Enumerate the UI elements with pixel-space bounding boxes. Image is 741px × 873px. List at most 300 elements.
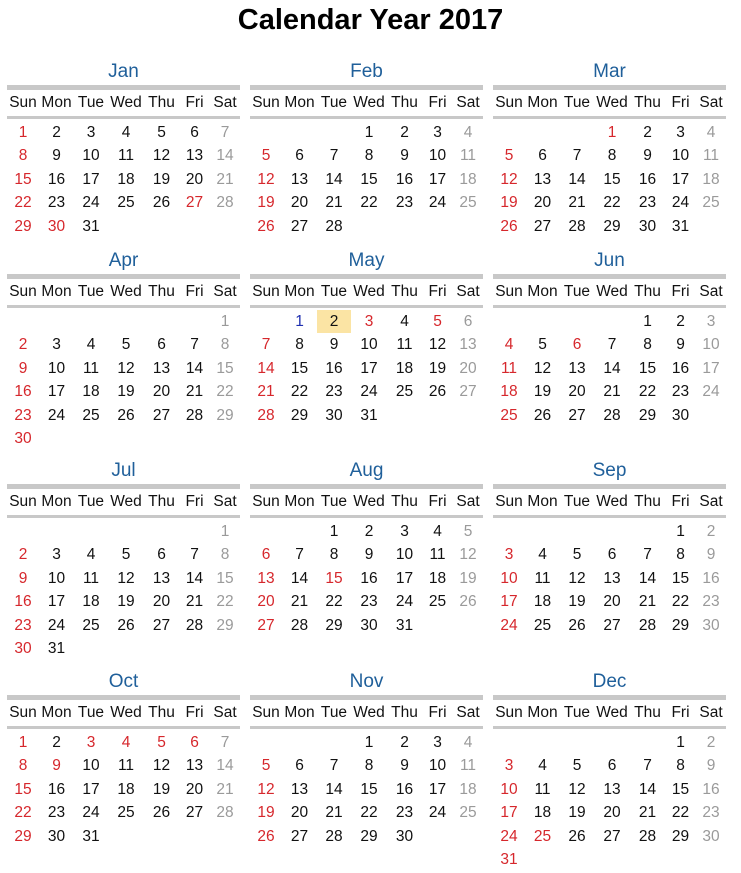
- weekday-label: Mon: [41, 493, 72, 510]
- month-sep: [493, 459, 726, 637]
- day-cell: 30: [47, 217, 66, 235]
- day-cell: 17: [395, 569, 414, 587]
- day-cell: 30: [638, 217, 657, 235]
- day-cell: 12: [152, 147, 171, 165]
- day-cell: 17: [82, 780, 100, 798]
- month-name: Oct: [108, 671, 139, 692]
- day-cell: 7: [190, 546, 199, 564]
- day-cell: 4: [400, 313, 409, 330]
- day-cell: 2: [18, 546, 28, 564]
- month-aug: [250, 459, 483, 637]
- day-cell: 10: [47, 569, 66, 587]
- day-cell: 23: [47, 194, 66, 212]
- empty-cell: [317, 121, 351, 144]
- days-grid: [493, 520, 726, 637]
- day-cell: 29: [290, 406, 309, 424]
- day-cell: 29: [216, 406, 234, 424]
- day-cell: 8: [18, 147, 28, 165]
- empty-cell: [108, 520, 144, 543]
- day-cell: 20: [533, 194, 552, 212]
- day-cell: 13: [459, 336, 477, 354]
- weekday-label: Wed: [596, 283, 628, 300]
- day-cell: 10: [671, 147, 690, 165]
- weekday-header: [7, 700, 240, 726]
- day-cell: 11: [117, 757, 135, 775]
- weekday-label: Tue: [563, 94, 591, 111]
- day-cell: 1: [18, 124, 28, 141]
- day-cell: 18: [117, 780, 135, 798]
- day-cell: 17: [702, 359, 720, 377]
- day-cell: 24: [428, 194, 447, 212]
- weekday-label: Mon: [284, 94, 315, 111]
- empty-cell: [282, 731, 317, 754]
- weekday-label: Thu: [634, 704, 661, 721]
- weekday-label: Fri: [428, 94, 447, 111]
- day-cell: 14: [216, 147, 234, 165]
- day-cell: 5: [157, 124, 166, 141]
- weekday-label: Tue: [563, 704, 591, 721]
- day-cell: 12: [152, 757, 171, 775]
- day-cell: 16: [702, 780, 720, 798]
- days-grid: [7, 520, 240, 660]
- day-cell: 25: [82, 406, 100, 424]
- day-cell: 2: [364, 523, 374, 540]
- month-name: Dec: [592, 671, 627, 692]
- day-cell: 19: [428, 359, 447, 377]
- month-name: Apr: [108, 250, 139, 271]
- day-cell: 18: [702, 170, 720, 188]
- empty-cell: [493, 310, 525, 333]
- weekday-label: Sun: [9, 283, 37, 300]
- day-cell: 11: [429, 546, 446, 564]
- day-cell: 23: [47, 804, 66, 822]
- day-cell: 10: [82, 147, 100, 165]
- day-cell: 20: [568, 383, 586, 401]
- empty-cell: [250, 731, 282, 754]
- day-cell: 3: [504, 757, 514, 775]
- day-cell: 25: [117, 804, 135, 822]
- day-cell: 21: [603, 383, 621, 401]
- day-cell: 10: [395, 546, 414, 564]
- day-cell: 5: [504, 147, 514, 165]
- day-cell: 6: [190, 124, 199, 141]
- day-cell: 26: [568, 616, 586, 634]
- empty-cell: [282, 121, 317, 144]
- day-cell: 12: [568, 569, 586, 587]
- day-cell: 20: [185, 170, 204, 188]
- day-cell: 5: [463, 523, 473, 540]
- day-cell: 24: [82, 804, 100, 822]
- day-cell: 15: [325, 569, 343, 587]
- weekday-label: Sun: [252, 493, 280, 510]
- day-cell: 3: [52, 336, 61, 354]
- day-cell: 28: [603, 406, 621, 424]
- day-cell: 6: [261, 546, 271, 564]
- day-cell: 15: [290, 359, 309, 377]
- day-cell: 30: [14, 429, 32, 447]
- day-cell: 23: [395, 194, 414, 212]
- day-cell: 17: [500, 804, 518, 822]
- day-cell: 7: [329, 757, 339, 775]
- weekday-label: Sat: [699, 493, 723, 510]
- day-cell: 7: [220, 124, 230, 141]
- day-cell: 31: [47, 639, 66, 657]
- day-cell: 30: [702, 616, 720, 634]
- day-cell: 21: [290, 593, 309, 611]
- day-cell: 2: [400, 734, 409, 751]
- day-cell: 21: [325, 804, 343, 822]
- weekday-label: Fri: [428, 283, 447, 300]
- days-grid: [250, 121, 483, 238]
- day-cell: 14: [216, 757, 234, 775]
- day-cell: 27: [533, 217, 552, 235]
- day-cell: 17: [671, 170, 690, 188]
- day-cell: 28: [568, 217, 586, 235]
- month-name: Sep: [592, 460, 627, 481]
- day-cell: 14: [638, 569, 657, 587]
- day-cell: 24: [47, 406, 66, 424]
- day-cell: 11: [534, 569, 551, 587]
- day-cell: 29: [14, 217, 32, 235]
- day-cell: 13: [185, 147, 204, 165]
- day-cell: 4: [121, 734, 131, 751]
- day-cell: 8: [364, 147, 374, 165]
- day-cell: 21: [216, 780, 234, 798]
- day-cell: 3: [433, 734, 442, 751]
- day-cell: 10: [500, 780, 518, 798]
- day-cell: 1: [676, 734, 685, 751]
- day-cell: 13: [533, 170, 552, 188]
- day-cell: 23: [14, 616, 32, 634]
- weekday-label: Wed: [110, 493, 142, 510]
- weekday-header-bar: [493, 305, 726, 308]
- day-cell: 4: [86, 336, 96, 354]
- day-cell: 17: [500, 593, 518, 611]
- day-cell: 14: [325, 780, 343, 798]
- day-cell: 4: [706, 124, 716, 141]
- day-cell: 25: [82, 616, 100, 634]
- day-cell: 8: [220, 336, 230, 354]
- weekday-label: Tue: [320, 283, 348, 300]
- day-cell: 25: [533, 616, 552, 634]
- day-cell: 16: [702, 569, 720, 587]
- day-cell: 7: [643, 546, 652, 564]
- weekday-label: Sat: [213, 283, 237, 300]
- day-cell: 6: [607, 546, 617, 564]
- day-cell: 9: [18, 569, 28, 587]
- day-cell: 24: [82, 194, 100, 212]
- weekday-label: Sun: [252, 283, 280, 300]
- day-cell: 28: [185, 406, 204, 424]
- day-cell: 24: [360, 383, 378, 401]
- day-cell: 24: [671, 194, 690, 212]
- day-cell: 19: [117, 593, 135, 611]
- day-cell: 17: [428, 170, 447, 188]
- day-cell: 11: [500, 359, 518, 377]
- weekday-label: Mon: [527, 704, 558, 721]
- day-cell: 31: [500, 850, 518, 868]
- day-cell: 15: [216, 569, 234, 587]
- month-name: Jul: [111, 460, 136, 481]
- day-cell: 22: [325, 593, 343, 611]
- day-cell: 23: [702, 593, 720, 611]
- day-cell: 4: [463, 734, 473, 751]
- weekday-label: Mon: [284, 493, 315, 510]
- days-grid: [250, 520, 483, 637]
- weekday-label: Wed: [353, 704, 385, 721]
- day-cell: 22: [671, 593, 690, 611]
- empty-cell: [493, 731, 525, 754]
- day-cell: 5: [157, 734, 166, 751]
- weekday-header: [493, 279, 726, 305]
- day-cell: 9: [706, 546, 716, 564]
- weekday-label: Sun: [495, 94, 523, 111]
- day-cell: 15: [671, 569, 690, 587]
- weekday-label: Sat: [456, 704, 480, 721]
- day-cell: 22: [603, 194, 621, 212]
- weekday-label: Fri: [185, 283, 204, 300]
- weekday-header-bar: [7, 305, 240, 308]
- weekday-label: Thu: [634, 283, 661, 300]
- day-cell: 20: [152, 593, 171, 611]
- day-cell: 11: [82, 569, 100, 587]
- day-cell: 4: [121, 124, 131, 141]
- day-cell: 19: [257, 804, 275, 822]
- weekday-header-bar: [7, 726, 240, 729]
- weekday-label: Fri: [185, 704, 204, 721]
- day-cell: 29: [671, 827, 690, 845]
- day-cell: 19: [459, 569, 477, 587]
- day-cell: 26: [117, 406, 135, 424]
- weekday-header: [493, 489, 726, 515]
- weekday-header-bar: [250, 305, 483, 308]
- day-cell: 8: [364, 757, 374, 775]
- day-cell: 26: [533, 406, 552, 424]
- day-cell: 9: [329, 336, 339, 354]
- day-cell: 18: [533, 804, 552, 822]
- weekday-label: Sun: [9, 493, 37, 510]
- day-cell: 28: [638, 616, 657, 634]
- weekday-label: Wed: [596, 94, 628, 111]
- weekday-label: Tue: [77, 704, 105, 721]
- day-cell: 5: [433, 313, 442, 330]
- weekday-label: Thu: [391, 704, 418, 721]
- month-jul: [7, 459, 240, 660]
- empty-cell: [525, 731, 560, 754]
- day-cell: 27: [152, 616, 171, 634]
- day-cell: 28: [216, 804, 234, 822]
- weekday-label: Wed: [353, 283, 385, 300]
- day-cell: 16: [47, 170, 66, 188]
- weekday-label: Thu: [148, 94, 175, 111]
- day-cell: 24: [500, 827, 518, 845]
- day-cell: 16: [360, 569, 378, 587]
- day-cell: 27: [152, 406, 171, 424]
- weekday-label: Sun: [9, 94, 37, 111]
- day-cell: 10: [82, 757, 100, 775]
- day-cell: 13: [185, 757, 204, 775]
- day-cell: 11: [82, 359, 100, 377]
- day-cell: 22: [14, 194, 32, 212]
- day-cell: 26: [459, 593, 477, 611]
- day-cell: 25: [533, 827, 552, 845]
- day-cell: 12: [257, 780, 275, 798]
- day-cell: 6: [157, 546, 166, 564]
- day-cell: 1: [364, 124, 374, 141]
- day-cell: 31: [82, 217, 100, 235]
- day-cell: 2: [676, 313, 685, 330]
- day-cell: 31: [82, 827, 100, 845]
- day-cell: 8: [295, 336, 304, 354]
- weekday-label: Sat: [213, 704, 237, 721]
- empty-cell: [560, 310, 594, 333]
- day-cell: 10: [702, 336, 720, 354]
- day-cell: 5: [572, 757, 582, 775]
- day-cell: 5: [538, 336, 547, 354]
- weekday-label: Fri: [185, 94, 204, 111]
- day-cell: 15: [14, 170, 32, 188]
- day-cell: 9: [52, 757, 61, 775]
- weekday-label: Fri: [428, 493, 447, 510]
- day-cell: 23: [360, 593, 378, 611]
- day-cell: 22: [14, 804, 32, 822]
- day-cell: 28: [638, 827, 657, 845]
- day-cell: 22: [638, 383, 657, 401]
- day-cell: 18: [500, 383, 518, 401]
- day-cell: 23: [638, 194, 657, 212]
- day-cell: 2: [18, 336, 28, 354]
- day-cell: 12: [500, 170, 518, 188]
- day-cell: 1: [220, 523, 230, 540]
- day-cell: 28: [325, 217, 343, 235]
- day-cell: 14: [185, 359, 204, 377]
- month-name: Aug: [349, 460, 384, 481]
- day-cell: 16: [47, 780, 66, 798]
- day-cell: 6: [295, 147, 304, 165]
- day-cell: 27: [257, 616, 275, 634]
- weekday-header-bar: [7, 515, 240, 518]
- weekday-label: Fri: [671, 493, 690, 510]
- weekday-label: Tue: [320, 94, 348, 111]
- day-cell: 30: [360, 616, 378, 634]
- day-cell: 10: [500, 569, 518, 587]
- day-cell: 14: [603, 359, 621, 377]
- days-grid: [493, 310, 726, 427]
- day-cell: 15: [360, 780, 378, 798]
- day-cell: 7: [261, 336, 271, 354]
- day-cell: 11: [459, 757, 477, 775]
- day-cell: 8: [607, 147, 617, 165]
- day-cell: 21: [568, 194, 586, 212]
- weekday-label: Tue: [320, 493, 348, 510]
- day-cell: 19: [568, 804, 586, 822]
- day-cell: 25: [702, 194, 720, 212]
- day-cell: 29: [325, 616, 343, 634]
- empty-cell: [594, 310, 630, 333]
- day-cell: 13: [603, 780, 621, 798]
- empty-cell: [108, 310, 144, 333]
- day-cell: 13: [152, 359, 171, 377]
- day-cell: 7: [190, 336, 199, 354]
- day-cell: 12: [117, 359, 135, 377]
- month-jan: [7, 60, 240, 238]
- empty-cell: [7, 310, 39, 333]
- day-cell: 21: [257, 383, 275, 401]
- day-cell: 14: [185, 569, 204, 587]
- day-cell: 3: [86, 734, 96, 751]
- day-cell: 23: [671, 383, 690, 401]
- weekday-label: Tue: [563, 283, 591, 300]
- weekday-label: Thu: [391, 94, 418, 111]
- day-cell: 18: [82, 593, 100, 611]
- day-cell: 27: [290, 217, 309, 235]
- day-cell: 9: [364, 546, 374, 564]
- day-cell: 27: [603, 616, 621, 634]
- day-cell: 13: [152, 569, 171, 587]
- day-cell: 19: [568, 593, 586, 611]
- day-cell: 21: [185, 593, 204, 611]
- day-cell: 28: [216, 194, 234, 212]
- day-cell: 15: [671, 780, 690, 798]
- weekday-header-bar: [250, 116, 483, 119]
- day-cell: 12: [257, 170, 275, 188]
- weekday-label: Tue: [320, 704, 348, 721]
- month-apr: [7, 249, 240, 450]
- day-cell: 3: [676, 124, 685, 141]
- weekday-label: Wed: [353, 94, 385, 111]
- day-cell: 14: [568, 170, 586, 188]
- weekday-label: Sat: [213, 493, 237, 510]
- page-title: Calendar Year 2017: [237, 4, 504, 36]
- empty-cell: [179, 520, 210, 543]
- weekday-label: Tue: [77, 283, 105, 300]
- day-cell: 21: [325, 194, 343, 212]
- day-cell: 31: [360, 406, 378, 424]
- weekday-label: Mon: [527, 94, 558, 111]
- day-cell: 27: [185, 804, 204, 822]
- day-cell: 15: [638, 359, 657, 377]
- month-name: Feb: [350, 61, 383, 82]
- day-cell: 30: [325, 406, 343, 424]
- empty-cell: [282, 520, 317, 543]
- weekday-label: Sat: [456, 493, 480, 510]
- day-cell: 3: [86, 124, 96, 141]
- day-cell: 3: [400, 523, 409, 540]
- day-cell: 9: [706, 757, 716, 775]
- empty-cell: [144, 520, 179, 543]
- day-cell: 2: [52, 124, 61, 141]
- day-cell: 8: [220, 546, 230, 564]
- weekday-header: [7, 489, 240, 515]
- weekday-label: Sun: [9, 704, 37, 721]
- month-name: Jan: [108, 61, 139, 82]
- day-cell: 9: [400, 147, 409, 165]
- day-cell: 13: [290, 780, 309, 798]
- day-cell: 30: [671, 406, 690, 424]
- day-cell-highlighted: 2: [317, 310, 351, 333]
- day-cell: 22: [216, 383, 234, 401]
- weekday-label: Mon: [41, 704, 72, 721]
- empty-cell: [7, 520, 39, 543]
- day-cell: 20: [257, 593, 275, 611]
- weekday-label: Fri: [185, 493, 204, 510]
- weekday-label: Tue: [77, 94, 105, 111]
- day-cell: 20: [185, 780, 204, 798]
- day-cell: 22: [671, 804, 690, 822]
- day-cell: 9: [52, 147, 61, 165]
- weekday-label: Mon: [284, 704, 315, 721]
- day-cell: 5: [261, 757, 271, 775]
